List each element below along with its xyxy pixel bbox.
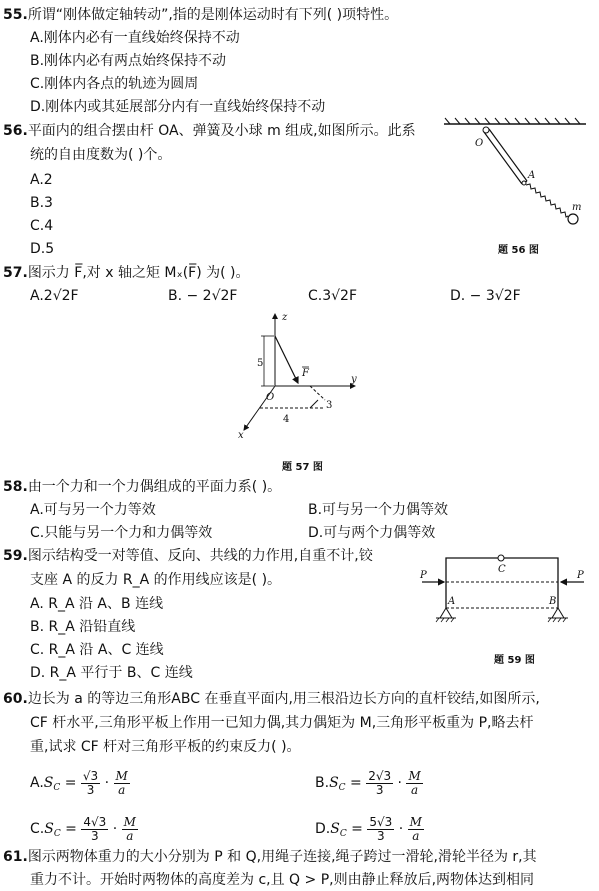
label-A: A	[528, 170, 536, 181]
q58-option-d[interactable]: D.可与两个力偶等效	[308, 525, 436, 541]
q58-option-b[interactable]: B.可与另一个力偶等效	[308, 502, 449, 518]
label-x: x	[238, 430, 244, 441]
q57-option-a[interactable]: A.2√2F	[30, 288, 79, 304]
dim-4: 4	[283, 414, 290, 425]
figure-56-caption: 题 56 图	[498, 245, 539, 256]
q55-stem: 55.所谓“刚体做定轴转动”,指的是刚体运动时有下列( )项特性。	[3, 7, 399, 23]
q60-option-c[interactable]: $C.S_C$ = $\frac{4√3}{3}$ · $\frac{M}{a}$	[30, 814, 136, 843]
q55-option-d[interactable]: D.刚体内或其延展部分内有一直线始终保持不动	[30, 99, 326, 115]
q56-stem-line2: 统的自由度数为( )个。	[30, 147, 172, 163]
label-A: A	[448, 596, 456, 607]
label-O: O	[266, 392, 275, 403]
q57-option-c[interactable]: C.3√2F	[308, 288, 358, 304]
q59-option-a[interactable]: A. R_A 沿 A、B 连线	[30, 596, 164, 612]
q58-option-a[interactable]: A.可与另一个力等效	[30, 502, 156, 518]
q60-stem-line1: 60.边长为 a 的等边三角形ABC 在垂直平面内,用三根沿边长方向的直杆铰结,如图所示,	[3, 691, 540, 707]
q61-stem-line1: 61.图示两物体重力的大小分别为 P 和 Q,用绳子连接,绳子跨过一滑轮,滑轮半径为 r,其	[3, 849, 537, 865]
q56-option-a[interactable]: A.2	[30, 172, 53, 188]
dim-5: 5	[257, 358, 264, 369]
figure-57-force-3d	[230, 310, 370, 440]
q59-stem-line2: 支座 A 的反力 R_A 的作用线应该是( )。	[30, 572, 282, 588]
figure-59-caption: 题 59 图	[494, 655, 535, 666]
q59-stem-line1: 59.图示结构受一对等值、反向、共线的力作用,自重不计,铰	[3, 548, 373, 564]
label-P-right: P	[577, 570, 584, 581]
q55-option-c[interactable]: C.刚体内各点的轨迹为圆周	[30, 76, 199, 92]
q61-stem-line2: 重力不计。开始时两物体的高度差为 c,且 Q > P,则由静止释放后,两物体达到相同	[30, 872, 535, 888]
q56-stem-line1: 56.平面内的组合摆由杆 OA、弹簧及小球 m 组成,如图所示。此系	[3, 123, 416, 139]
q59-option-d[interactable]: D. R_A 平行于 B、C 连线	[30, 665, 193, 681]
q56-option-d[interactable]: D.5	[30, 241, 55, 257]
q55-option-b[interactable]: B.刚体内必有两点始终保持不动	[30, 53, 227, 69]
q56-option-b[interactable]: B.3	[30, 195, 53, 211]
q58-option-c[interactable]: C.只能与另一个力和力偶等效	[30, 525, 213, 541]
q56-option-c[interactable]: C.4	[30, 218, 54, 234]
q58-stem: 58.由一个力和一个力偶组成的平面力系( )。	[3, 479, 282, 495]
q57-option-d[interactable]: D. − 3√2F	[450, 288, 521, 304]
q57-stem: 57.图示力 F̅,对 x 轴之矩 Mₓ(F̅) 为( )。	[3, 265, 250, 281]
q57-option-b[interactable]: B. − 2√2F	[168, 288, 238, 304]
label-m: m	[572, 202, 582, 213]
label-y: y	[351, 374, 357, 385]
figure-57-caption: 题 57 图	[282, 462, 323, 473]
q59-option-b[interactable]: B. R_A 沿铅直线	[30, 619, 136, 635]
dim-3: 3	[326, 400, 333, 411]
figure-59-frame	[418, 550, 593, 630]
q60-stem-line3: 重,试求 CF 杆对三角形平板的约束反力( )。	[30, 739, 301, 755]
label-P-left: P	[420, 570, 427, 581]
q60-option-a[interactable]: $A.S_C$ = $\frac{√3}{3}$ · $\frac{M}{a}$	[30, 768, 128, 797]
figure-56-pendulum	[440, 118, 590, 238]
label-C: C	[498, 564, 506, 575]
label-F: F	[302, 368, 309, 379]
q59-option-c[interactable]: C. R_A 沿 A、C 连线	[30, 642, 164, 658]
q60-option-d[interactable]: $D.S_C$ = $\frac{5√3}{3}$ · $\frac{M}{a}$	[315, 814, 422, 843]
label-z: z	[282, 312, 288, 323]
q60-stem-line2: CF 杆水平,三角形平板上作用一已知力偶,其力偶矩为 M,三角形平板重为 P,略去杆	[30, 715, 534, 731]
q55-option-a[interactable]: A.刚体内必有一直线始终保持不动	[30, 30, 240, 46]
label-O: O	[475, 138, 484, 149]
q60-option-b[interactable]: $B.S_C$ = $\frac{2√3}{3}$ · $\frac{M}{a}$	[315, 768, 421, 797]
label-B: B	[549, 596, 557, 607]
